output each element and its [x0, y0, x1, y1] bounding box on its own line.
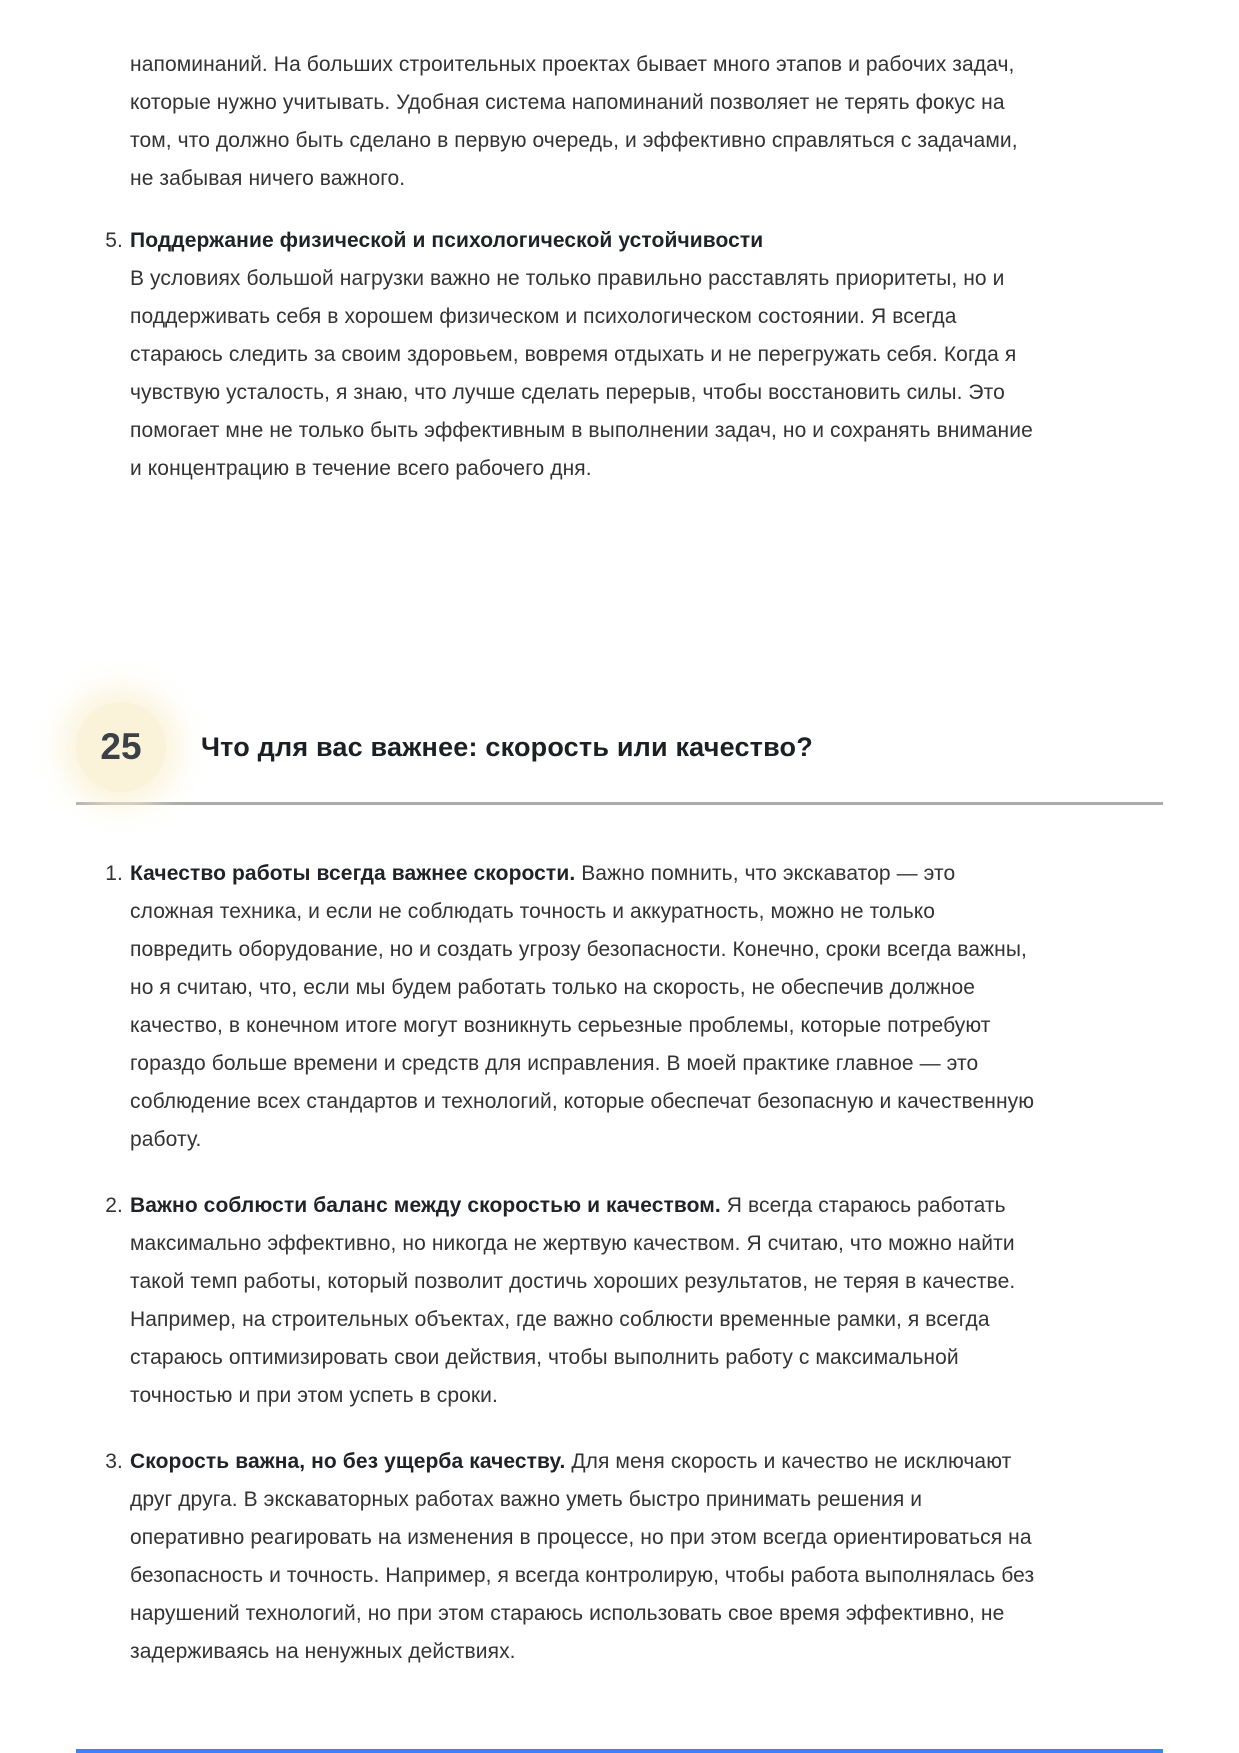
section-divider [76, 802, 1163, 805]
question-title: Что для вас важнее: скорость или качество? [201, 731, 813, 762]
answer-content [130, 1443, 1036, 1671]
question-row [76, 702, 1163, 792]
answer-lead: Скорость важна, но без ущерба качеству. [130, 1450, 566, 1473]
answers-list [76, 855, 1163, 1671]
continuation-paragraph: напоминаний. На больших строительных проектах бывает много этапов и рабочих задач, которые нужно учитывать. Удобная система напоминаний позволяет не терять фокус на том, что должно быть сделано в первую очередь, и эффективно справляться с задачами, не забывая ничего важного. [130, 53, 1018, 190]
answer-body: Важно помнить, что экскаватор — это сложная техника, и если не соблюдать точность и аккуратность, можно не только повредить оборудование, но и создать угрозу безопасности. Конечно, сроки всегда важны, но я считаю, что, если мы будем работать только на скорость, не обеспечив должное качество, в конечном итоге могут возникнуть серьезные проблемы, которые потребуют гораздо больше времени и средств для исправления. В моей практике главное — это соблюдение всех стандартов и технологий, которые обеспечат безопасную и качественную работу. [130, 862, 1035, 1151]
answer-item-3 [76, 1443, 1163, 1671]
bottom-accent-bar [76, 1749, 1163, 1753]
list-item-title: Поддержание физической и психологической устойчивости [130, 229, 764, 252]
answer-content [130, 855, 1036, 1159]
answer-lead: Важно соблюсти баланс между скоростью и качеством. [130, 1194, 721, 1217]
answer-lead: Качество работы всегда важнее скорости. [130, 862, 576, 885]
answer-content [130, 1187, 1036, 1415]
document-content [76, 46, 1163, 1671]
answer-body: Я всегда стараюсь работать максимально эффективно, но никогда не жертвую качеством. Я считаю, что можно найти такой темп работы, который позволит достичь хороших результатов, не теряя в качестве. Например, на строительных объектах, где важно соблюсти временные рамки, я всегда стараюсь оптимизировать свои действия, чтобы выполнить работу с максимальной точностью и при этом успеть в сроки. [130, 1194, 1016, 1407]
list-item-5 [76, 222, 1163, 488]
list-item-body: В условиях большой нагрузки важно не только правильно расставлять приоритеты, но и поддерживать себя в хорошем физическом и психологическом состоянии. Я всегда стараюсь следить за своим здоровьем, вовремя отдыхать и не перегружать себя. Когда я чувствую усталость, я знаю, что лучше сделать перерыв, чтобы восстановить силы. Это помогает мне не только быть эффективным в выполнении задач, но и сохранять внимание и концентрацию в течение всего рабочего дня. [130, 267, 1033, 480]
question-number-badge: 25 [76, 702, 166, 792]
answer-number: 1. [105, 862, 123, 885]
question-header [76, 702, 1163, 805]
answer-body: Для меня скорость и качество не исключают друг друга. В экскаваторных работах важно уметь быстро принимать решения и оперативно реагировать на изменения в процессе, но при этом всегда ориентироваться на безопасность и точность. Например, я всегда контролирую, чтобы работа выполнялась без нарушений технологий, но при этом стараюсь использовать свое время эффективно, не задерживаясь на ненужных действиях. [130, 1450, 1035, 1663]
answer-number: 3. [105, 1450, 123, 1473]
list-item-content [130, 222, 1036, 488]
answer-item-1 [76, 855, 1163, 1159]
list-item-number: 5. [105, 229, 123, 252]
answer-number: 2. [105, 1194, 123, 1217]
answer-item-2 [76, 1187, 1163, 1415]
